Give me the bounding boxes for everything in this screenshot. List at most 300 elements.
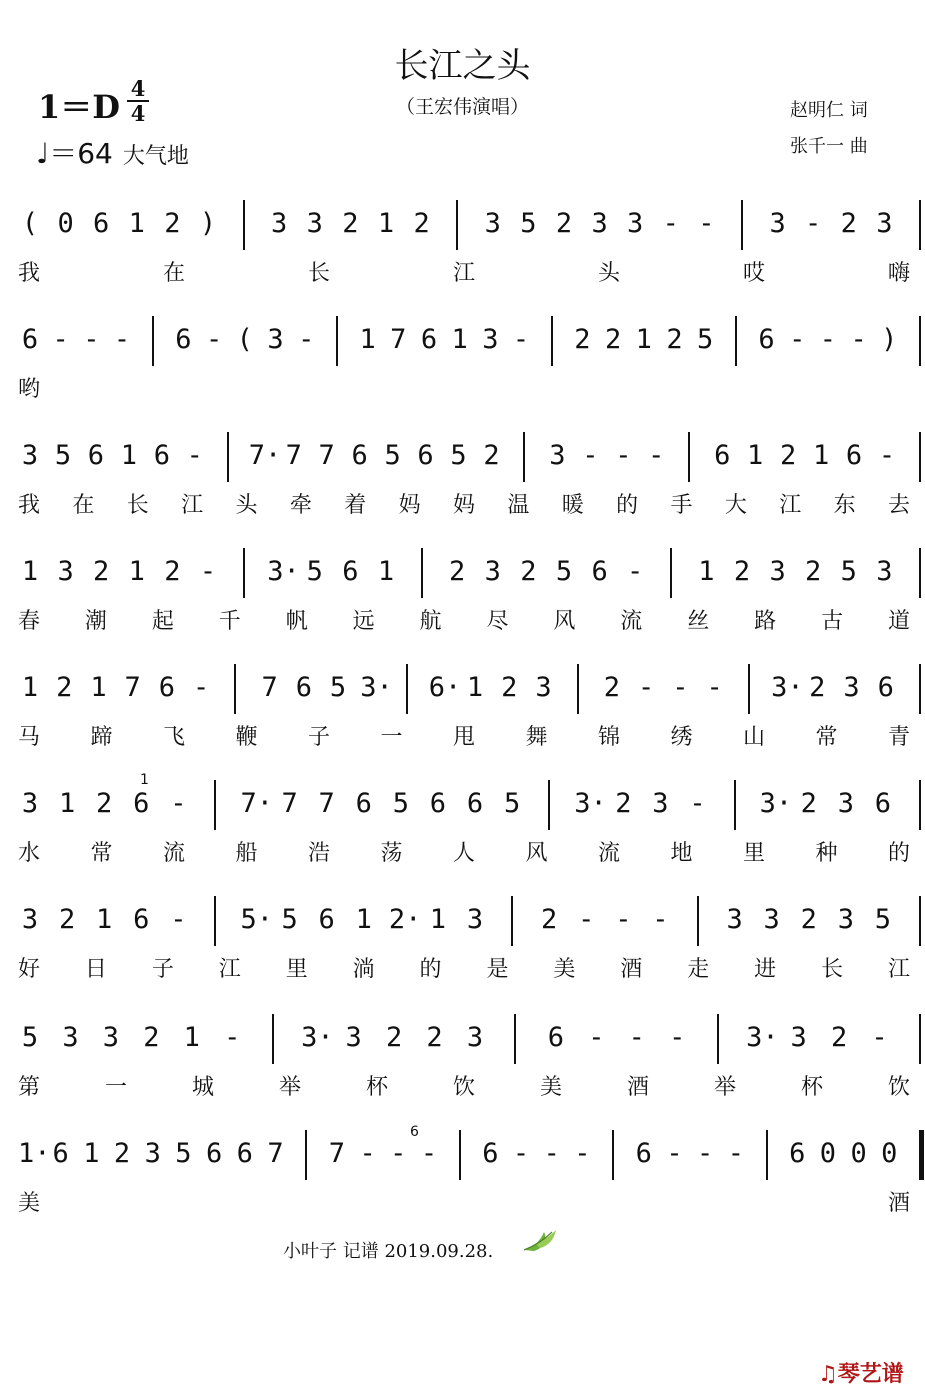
note: 7 [390,324,407,355]
note: 6 [52,1138,69,1169]
note: 6 [758,324,775,355]
key-signature: 1＝D [38,88,121,126]
note: 1 [83,1138,100,1169]
note: 3 [591,208,608,239]
barline [523,432,525,482]
lyric-char: 舞 [525,725,548,750]
note: 6 [87,440,105,471]
note: 3 [21,904,39,935]
lyric-char: 酒 [627,1075,650,1100]
note: 1 [359,324,376,355]
barline [548,780,550,830]
note: 6 [482,1138,499,1169]
note: 7 [281,788,298,819]
lyric-line [0,604,925,636]
note: 1 [451,324,468,355]
barline [919,432,921,482]
lyric-char: 山 [743,725,766,750]
note: 2 [840,208,857,239]
barline [688,432,690,482]
note: 7 [318,440,335,471]
barline [514,1014,516,1064]
note: 2 [342,208,359,239]
lyric-char: 江 [453,261,476,286]
barline [227,432,229,482]
lyric-char: 在 [72,493,95,518]
meter-bottom: 4 [130,101,146,126]
note: 1 [355,904,372,935]
barline [919,896,921,946]
dash-note: - [359,1138,376,1169]
note: 3 [535,672,552,703]
note: 2 [501,672,518,703]
note: 2 [483,440,500,471]
barline [919,664,921,714]
note: 2 [449,556,466,587]
dash-note: - [578,904,595,935]
note: 3· [759,788,793,819]
lyric-char: 潮 [84,609,107,634]
note: 3 [652,788,669,819]
lyric-char: 牵 [289,493,312,518]
lyric-char: 丝 [687,609,710,634]
lyric-char: 风 [525,841,548,866]
lyric-line [0,1186,925,1218]
note: 5 [281,904,298,935]
note: 3 [306,208,323,239]
dash-note: - [878,440,896,471]
note: 6 [714,440,731,471]
note: 2 [143,1022,160,1053]
note: 6 [635,1138,652,1169]
note: 5 [874,904,892,935]
note: 7 [267,1138,284,1169]
note: 7 [261,672,278,703]
barline [243,548,245,598]
note: 3 [763,904,780,935]
note: 3 [843,672,860,703]
dash-note: - [689,788,706,819]
lyric-char: 头 [598,261,621,286]
lyric-char: 长 [126,493,149,518]
lyric-char: 流 [598,841,621,866]
note: 6 [133,788,150,819]
dash-note: - [199,556,217,587]
lyric-char: 饮 [888,1075,911,1100]
note: 6 [205,1138,223,1169]
meter-top: 4 [130,76,146,101]
lyric-line [0,952,925,984]
note: 2 [666,324,683,355]
note: 2 [113,1138,131,1169]
lyric-char: 常 [90,841,113,866]
lyric-char: 好 [18,957,41,982]
dash-note: - [698,208,715,239]
note: ) [881,324,898,355]
dash-note: - [638,672,655,703]
barline [421,548,423,598]
note: 1 [58,788,76,819]
tempo-value: ♩＝64 [36,137,113,170]
dash-note: - [113,324,131,355]
lyric-char: 鞭 [235,725,258,750]
dash-note: - [697,1138,714,1169]
note: 1 [120,440,137,471]
note: ( [236,324,253,355]
lyric-char: 长 [308,261,331,286]
note: 2 [800,788,817,819]
lyric-char: 一 [380,725,403,750]
lyric-char: 浩 [308,841,331,866]
note: 2· [388,904,422,935]
lyric-line [0,836,925,868]
note: 1 [21,556,39,587]
lyric-char: 手 [670,493,693,518]
note-line [0,432,925,482]
tempo-style: 大气地 [122,144,189,169]
lyric-char: 远 [352,609,375,634]
note: 6· [428,672,462,703]
dash-note: - [512,1138,530,1169]
lyric-char: 蹄 [90,725,113,750]
lyric-char: 的 [419,957,442,982]
note: 3· [771,672,804,703]
note: 3 [726,904,743,935]
note: 6 [789,1138,806,1169]
lyric-char: 我 [18,493,41,518]
note: 3 [144,1138,161,1169]
note: ( [21,208,39,239]
lyric-char: 千 [218,609,241,634]
lyric-char: 饮 [453,1075,476,1100]
dash-note: - [805,208,822,239]
note: 3 [466,904,484,935]
lyric-char: 的 [616,493,639,518]
note: 1 [128,556,145,587]
lyric-char: 马 [18,725,41,750]
note: 3· [301,1022,334,1053]
lyric-line [0,720,925,752]
note: 2 [58,904,76,935]
note-line [0,896,925,946]
dash-note: - [628,1022,645,1053]
dash-note: - [205,324,223,355]
lyric-char: 江 [181,493,204,518]
lyric-line [0,372,925,404]
note: 5 [21,1022,39,1053]
note: 1 [90,672,107,703]
lyric-char: 古 [821,609,844,634]
note: 6 [21,324,39,355]
note: 6 [355,788,372,819]
dash-note: - [83,324,100,355]
note: 2 [603,672,621,703]
logo-mark-icon: ♫ [818,1362,838,1387]
final-barline [919,1130,924,1180]
note: 6 [429,788,447,819]
barline [735,316,737,366]
grace-note: 1 [140,772,149,788]
barline [577,664,579,714]
note-line [0,316,925,366]
lyric-line [0,256,925,288]
lyric-char: 江 [218,957,241,982]
transcriber-note: 小叶子 记谱 2019.09.28. [283,1241,494,1262]
note-line [0,1014,925,1064]
note: 5 [520,208,537,239]
lyric-char: 哟 [18,377,41,402]
note: 6 [93,208,110,239]
barline [697,896,699,946]
note: 3 [21,440,39,471]
grace-note: 6 [410,1124,419,1140]
note: 5 [175,1138,192,1169]
site-logo [818,1357,904,1388]
note: 2 [520,556,537,587]
dash-note: - [298,324,315,355]
note: 1 [466,672,484,703]
barline [919,316,921,366]
note: 1 [128,208,145,239]
logo-text: 琴艺谱 [837,1362,904,1387]
note: 1 [698,556,715,587]
leaf-icon [522,1226,558,1258]
note: 5 [306,556,323,587]
note: 2 [830,1022,848,1053]
lyric-char: 起 [151,609,174,634]
lyric-char: 帆 [285,609,308,634]
note: 2 [93,556,110,587]
dash-note: - [224,1022,241,1053]
lyric-char: 城 [192,1075,215,1100]
lyric-char: 日 [84,957,107,982]
lyric-char: 在 [163,261,186,286]
note: 5 [384,440,401,471]
dash-note: - [669,1022,686,1053]
note: 6 [466,788,484,819]
note: 5 [555,556,573,587]
barline [919,780,921,830]
lyric-char: 我 [18,261,41,286]
dash-note: - [574,1138,591,1169]
barline [305,1130,307,1180]
note: 3 [876,556,893,587]
lyric-char: 道 [888,609,911,634]
lyric-char: 东 [833,493,856,518]
dash-note: - [727,1138,744,1169]
lyric-char: 子 [308,725,331,750]
note-line [0,548,925,598]
dash-note: - [662,208,679,239]
note: 3 [484,208,501,239]
note: 6 [420,324,438,355]
note-line [0,664,925,714]
lyric-char: 淌 [352,957,375,982]
lyric-char: 美 [18,1191,41,1216]
note: 2 [780,440,797,471]
note: 1· [18,1138,51,1169]
note: 2 [56,672,73,703]
note: 5 [54,440,72,471]
dash-note: - [819,324,837,355]
barline [919,200,921,250]
barline [766,1130,768,1180]
note: 2 [96,788,113,819]
note: 3 [466,1022,484,1053]
lyric-char: 荡 [380,841,403,866]
note: 5 [840,556,857,587]
lyric-char: 春 [18,609,41,634]
note: 1 [429,904,447,935]
dash-note: - [850,324,867,355]
note: 1 [635,324,652,355]
note: 2 [413,208,430,239]
note: 3 [549,440,566,471]
note: 2 [385,1022,403,1053]
barline [243,200,245,250]
barline [214,896,216,946]
lyric-char: 暖 [561,493,584,518]
note: 6 [175,324,192,355]
barline [717,1014,719,1064]
note: 3· [574,788,607,819]
lyric-char: 头 [235,493,258,518]
note: 1 [377,208,395,239]
note: 3 [769,208,786,239]
note: 2 [541,904,558,935]
lyric-char: 是 [486,957,509,982]
note: 2 [164,556,181,587]
lyric-line [0,488,925,520]
dash-note: - [627,556,644,587]
dash-note: - [615,440,632,471]
lyric-char: 江 [779,493,802,518]
composer-credit: 张千一 曲 [790,136,868,157]
note: 0 [881,1138,898,1169]
note: 3 [790,1022,807,1053]
note: 3 [627,208,644,239]
note: 3· [360,672,393,703]
lyric-char: 的 [888,841,911,866]
note: 5· [240,904,274,935]
note-line [0,1130,925,1180]
lyric-char: 举 [714,1075,737,1100]
note: 3 [57,556,74,587]
lyric-char: 美 [553,957,576,982]
note: 3 [102,1022,120,1053]
dash-note: - [666,1138,683,1169]
note: 6 [133,904,150,935]
lyric-char: 绣 [670,725,693,750]
barline [612,1130,614,1180]
note: 1 [377,556,395,587]
lyric-char: 杯 [366,1075,389,1100]
barline [919,1014,921,1064]
barline [459,1130,461,1180]
note: 1 [21,672,39,703]
note: 6 [845,440,863,471]
note: 2 [604,324,622,355]
lyric-char: 尽 [486,609,509,634]
note: 5 [450,440,467,471]
lyric-char: 举 [279,1075,302,1100]
barline [272,1014,274,1064]
note: 7· [248,440,282,471]
lyric-char: 流 [620,609,643,634]
lyric-char: 着 [344,493,367,518]
dash-note: - [588,1022,605,1053]
lyric-char: 走 [687,957,710,982]
dash-note: - [706,672,723,703]
note-line [0,200,925,250]
dash-note: - [186,440,203,471]
note: 3 [21,788,39,819]
lyric-char: 妈 [398,493,421,518]
dash-note: - [789,324,806,355]
lyric-char: 江 [888,957,911,982]
note: 0 [850,1138,867,1169]
dash-note: - [420,1138,438,1169]
dash-note: - [193,672,210,703]
note: 2 [555,208,573,239]
lyric-char: 长 [821,957,844,982]
note: 3· [746,1022,779,1053]
barline [919,548,921,598]
barline [511,896,513,946]
performer-note: （王宏伟演唱） [395,96,529,118]
note: 7· [240,788,274,819]
note: 6 [295,672,312,703]
note: 6 [342,556,359,587]
lyric-char: 里 [743,841,766,866]
note: 6 [417,440,434,471]
lyric-char: 温 [507,493,530,518]
note: 6 [158,672,176,703]
barline [748,664,750,714]
note: ) [199,208,217,239]
note: 1 [812,440,830,471]
note: 3 [837,788,854,819]
note: 2 [805,556,822,587]
dash-note: - [512,324,530,355]
dash-note: - [648,440,665,471]
lyric-char: 飞 [163,725,186,750]
note: 5 [503,788,521,819]
lyric-char: 酒 [888,1191,911,1216]
lyric-char: 大 [724,493,747,518]
note: 3 [876,208,893,239]
note: 5 [329,672,347,703]
lyric-char: 去 [888,493,911,518]
lyric-char: 锦 [598,725,621,750]
lyric-char: 一 [105,1075,128,1100]
barline [234,664,236,714]
note: 3 [271,208,288,239]
lyric-char: 路 [754,609,777,634]
barline [734,780,736,830]
note: 0 [57,208,74,239]
barline [741,200,743,250]
lyric-char: 里 [285,957,308,982]
note: 6 [591,556,608,587]
dash-note: - [52,324,69,355]
note: 3 [837,904,854,935]
barline [214,780,216,830]
note: 1 [747,440,764,471]
note: 3· [267,556,300,587]
lyric-char: 风 [553,609,576,634]
note: 3 [769,556,786,587]
